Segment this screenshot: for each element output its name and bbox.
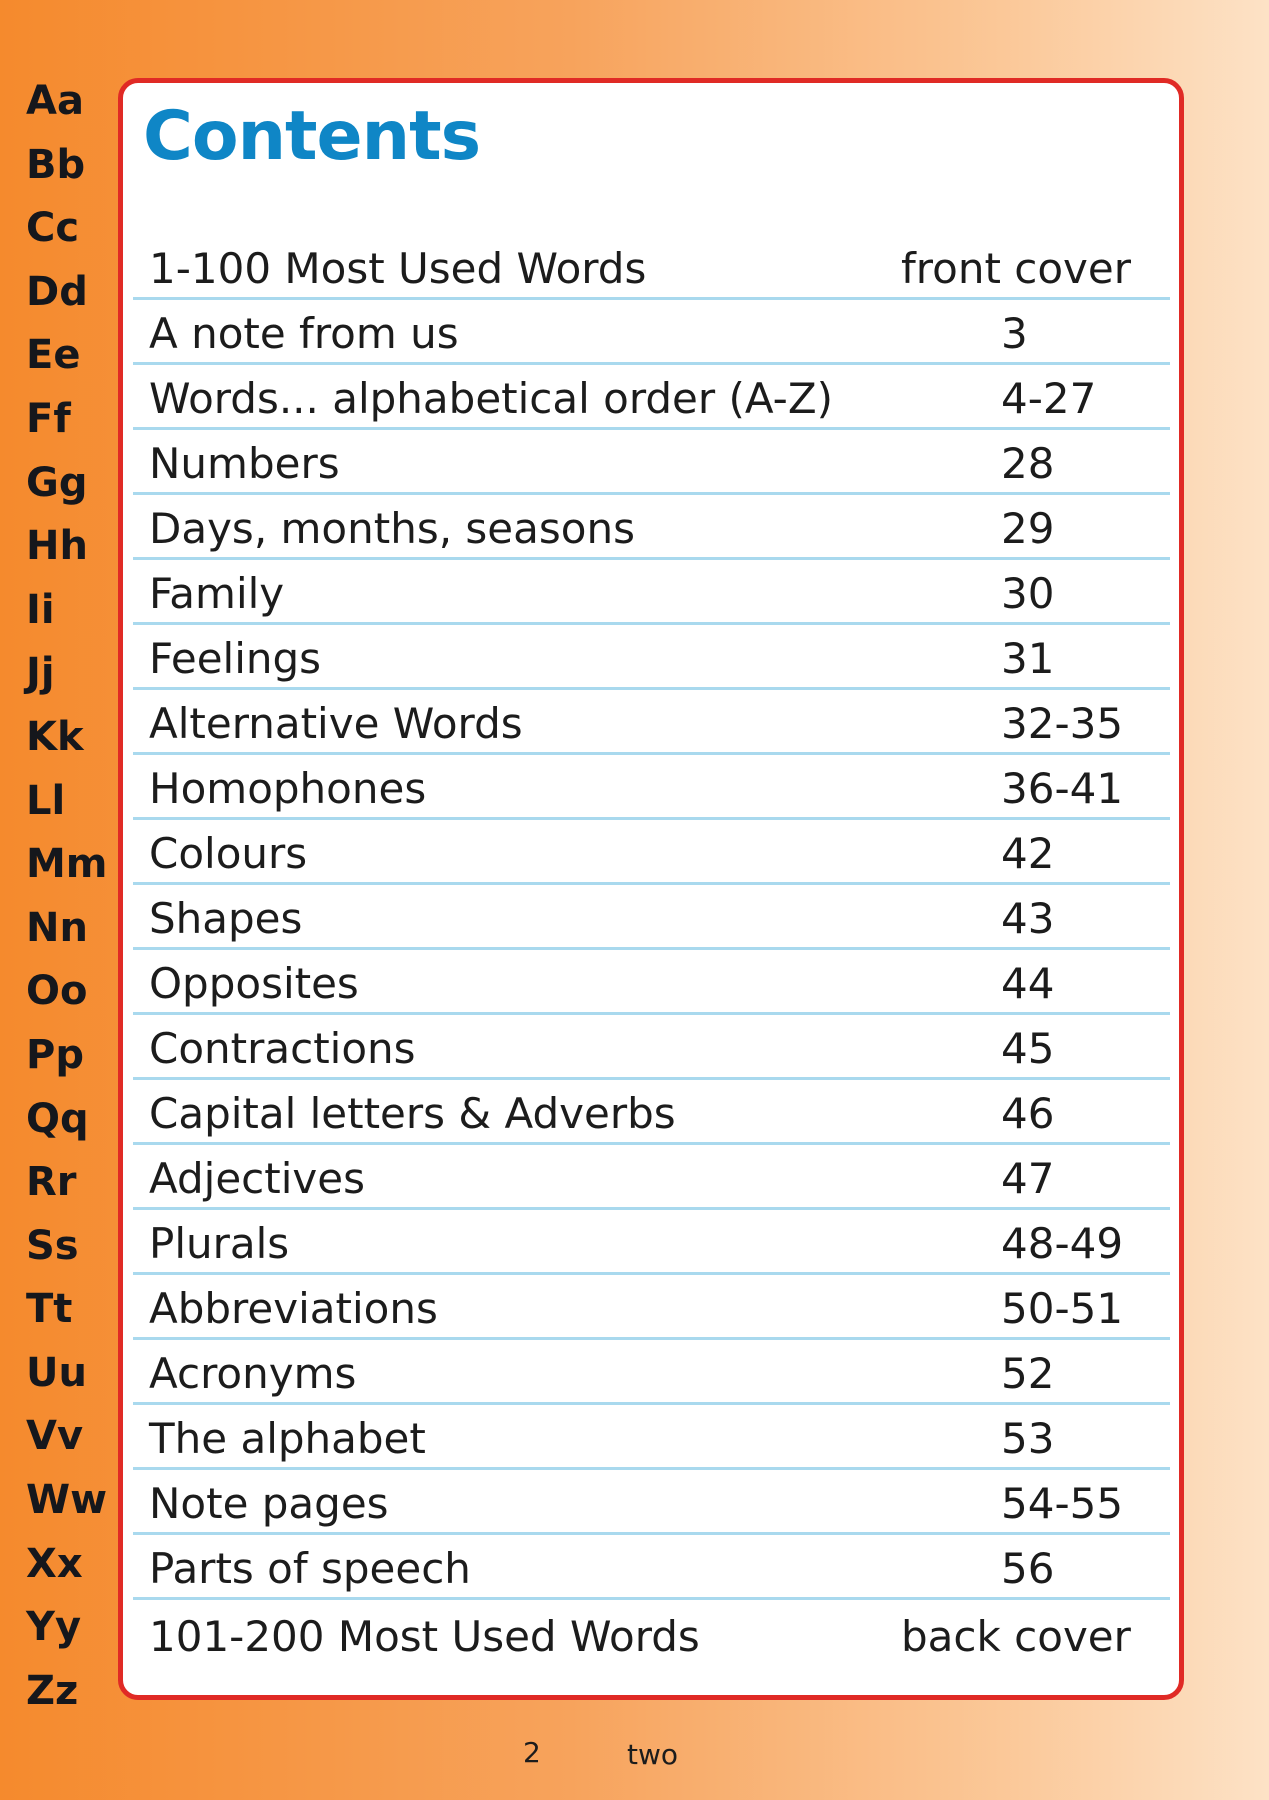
contents-row	[133, 885, 1170, 950]
contents-entry-title: Colours	[149, 829, 308, 878]
contents-entry-page: 53	[1001, 1414, 1055, 1463]
contents-entry-page: front cover	[901, 244, 1132, 293]
alphabet-letter: Rr	[26, 1159, 77, 1206]
contents-entry-title: Acronyms	[149, 1349, 357, 1398]
contents-entry-page: 46	[1001, 1089, 1055, 1138]
contents-entry-title: Alternative Words	[149, 699, 523, 748]
contents-row	[133, 430, 1170, 495]
contents-row	[133, 1210, 1170, 1275]
contents-entry-page: 48-49	[1001, 1219, 1124, 1268]
contents-entry-title: 1-100 Most Used Words	[149, 244, 647, 293]
alphabet-letter: Yy	[26, 1604, 82, 1651]
page-number: 2	[523, 1736, 541, 1769]
alphabet-letter: Hh	[26, 523, 88, 570]
alphabet-letter: Aa	[26, 78, 84, 124]
contents-row	[133, 950, 1170, 1015]
contents-row	[133, 625, 1170, 690]
contents-entry-page: 50-51	[1001, 1284, 1124, 1333]
contents-row	[133, 1275, 1170, 1340]
alphabet-letter: Kk	[26, 713, 84, 760]
contents-row	[133, 1600, 1170, 1665]
contents-row	[133, 1080, 1170, 1145]
page-title: Contents	[143, 97, 481, 176]
alphabet-letter: Cc	[26, 205, 80, 252]
alphabet-strip	[26, 70, 116, 1723]
contents-entry-title: Shapes	[149, 894, 303, 943]
contents-entry-page: 32-35	[1001, 699, 1124, 748]
contents-entry-page: 43	[1001, 894, 1055, 943]
alphabet-letter: Ii	[26, 586, 55, 633]
contents-row	[133, 690, 1170, 755]
alphabet-letter: Vv	[26, 1413, 84, 1460]
contents-entry-page: 47	[1001, 1154, 1055, 1203]
contents-entry-title: Plurals	[149, 1219, 290, 1268]
contents-entry-page: 29	[1001, 504, 1055, 553]
contents-entry-page: 3	[1001, 309, 1028, 358]
contents-row	[133, 1535, 1170, 1600]
contents-entry-page: 45	[1001, 1024, 1055, 1073]
alphabet-letter: Bb	[26, 141, 86, 188]
contents-row	[133, 365, 1170, 430]
contents-entry-title: Words... alphabetical order (A-Z)	[149, 374, 833, 423]
contents-entry-page: 42	[1001, 829, 1055, 878]
alphabet-letter: Qq	[26, 1095, 89, 1142]
contents-row	[133, 235, 1170, 300]
contents-entry-title: Feelings	[149, 634, 322, 683]
alphabet-letter: Ff	[26, 395, 71, 442]
contents-entry-page: 31	[1001, 634, 1055, 683]
contents-entry-title: Contractions	[149, 1024, 416, 1073]
page-number-word: two	[627, 1738, 679, 1771]
alphabet-letter: Tt	[26, 1286, 73, 1333]
contents-entry-title: Numbers	[149, 439, 340, 488]
contents-row	[133, 1145, 1170, 1210]
contents-entry-page: 4-27	[1001, 374, 1097, 423]
contents-entry-page: 30	[1001, 569, 1055, 618]
contents-entry-page: 44	[1001, 959, 1055, 1008]
alphabet-letter: Zz	[26, 1667, 79, 1714]
alphabet-letter: Gg	[26, 459, 88, 506]
contents-entry-title: 101-200 Most Used Words	[149, 1612, 700, 1661]
alphabet-letter: Ll	[26, 777, 66, 824]
contents-entry-title: The alphabet	[149, 1414, 426, 1463]
contents-row	[133, 495, 1170, 560]
contents-row	[133, 1015, 1170, 1080]
contents-entry-title: Capital letters & Adverbs	[149, 1089, 676, 1138]
alphabet-letter: Xx	[26, 1540, 83, 1587]
contents-entry-title: Abbreviations	[149, 1284, 438, 1333]
alphabet-letter: Jj	[26, 650, 55, 697]
contents-row	[133, 1340, 1170, 1405]
contents-row	[133, 755, 1170, 820]
alphabet-letter: Ww	[26, 1477, 108, 1524]
contents-entry-page: 36-41	[1001, 764, 1124, 813]
alphabet-letter: Dd	[26, 268, 88, 315]
contents-row	[133, 560, 1170, 625]
contents-row	[133, 300, 1170, 365]
contents-entry-title: Note pages	[149, 1479, 389, 1528]
contents-row	[133, 820, 1170, 885]
contents-list	[133, 235, 1170, 1665]
alphabet-letter: Ss	[26, 1222, 79, 1269]
contents-entry-title: Homophones	[149, 764, 427, 813]
contents-entry-title: Days, months, seasons	[149, 504, 635, 553]
contents-entry-title: Parts of speech	[149, 1544, 471, 1593]
contents-entry-title: Family	[149, 569, 285, 618]
contents-entry-page: 52	[1001, 1349, 1055, 1398]
contents-entry-page: 56	[1001, 1544, 1055, 1593]
contents-panel	[118, 78, 1184, 1700]
contents-row	[133, 1405, 1170, 1470]
alphabet-letter: Nn	[26, 904, 88, 951]
contents-row	[133, 1470, 1170, 1535]
contents-entry-page: 54-55	[1001, 1479, 1124, 1528]
alphabet-letter: Oo	[26, 968, 88, 1015]
contents-entry-page: back cover	[901, 1612, 1131, 1661]
contents-entry-page: 28	[1001, 439, 1055, 488]
contents-entry-title: A note from us	[149, 309, 459, 358]
alphabet-letter: Uu	[26, 1349, 87, 1396]
contents-entry-title: Opposites	[149, 959, 359, 1008]
contents-entry-title: Adjectives	[149, 1154, 365, 1203]
alphabet-letter: Pp	[26, 1031, 84, 1078]
alphabet-letter: Mm	[26, 841, 108, 888]
alphabet-letter: Ee	[26, 332, 81, 379]
